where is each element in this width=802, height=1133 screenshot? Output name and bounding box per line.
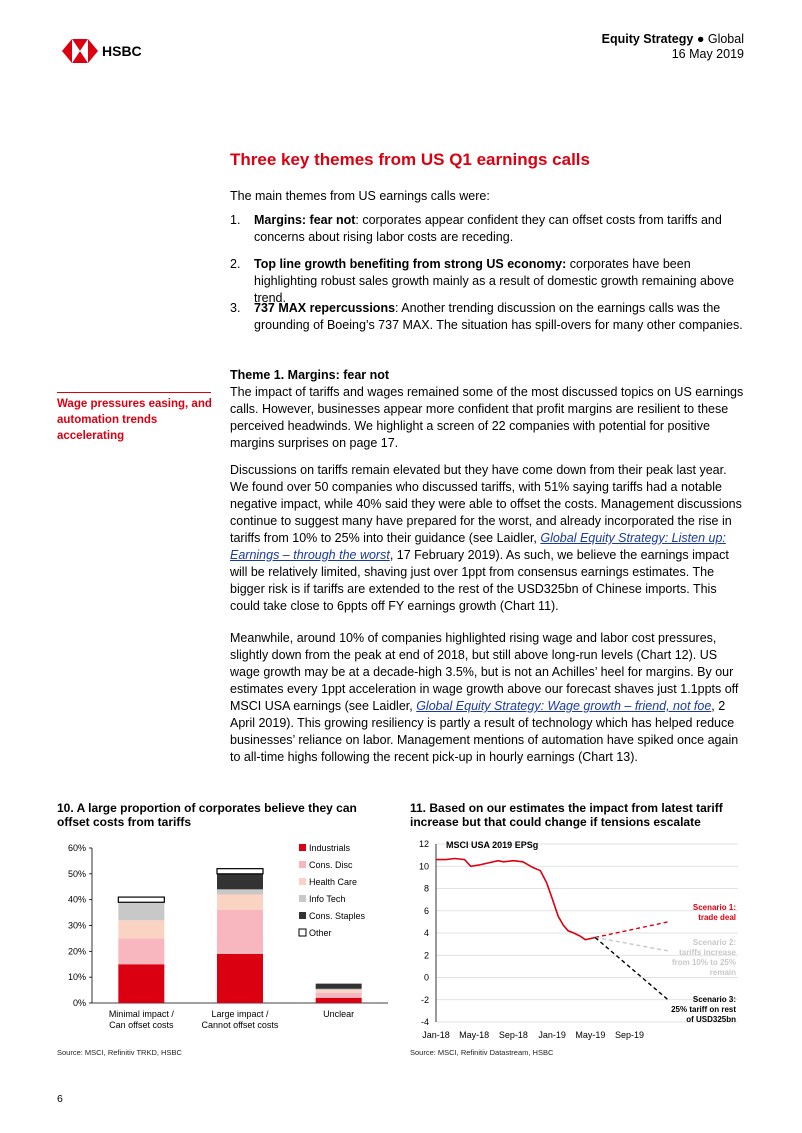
bar-segment: [118, 920, 164, 938]
report-link[interactable]: Global Equity Strategy: Listen up: Earnings – through the worst: [230, 531, 726, 562]
report-header: [602, 32, 744, 62]
scenario-label: Scenario 3:: [692, 995, 736, 1004]
bar-segment: [118, 902, 164, 920]
bar-segment: [118, 897, 164, 902]
x-tick-label: Jan-19: [538, 1030, 566, 1040]
x-tick-label: Jan-18: [422, 1030, 450, 1040]
legend-label: Cons. Disc: [309, 860, 353, 870]
report-link[interactable]: Global Equity Strategy: Wage growth – friend, not foe: [416, 699, 712, 713]
x-category-label: Unclear: [323, 1009, 355, 1019]
paragraph-2: [230, 462, 745, 615]
scenario-label: trade deal: [698, 913, 736, 922]
list-bold: 737 MAX repercussions: [254, 301, 396, 315]
legend-swatch: [299, 861, 306, 868]
bar-segment: [217, 954, 263, 1003]
bar-segment: [316, 990, 362, 993]
scenario-line: [595, 937, 668, 950]
bar-segment: [316, 989, 362, 990]
chart10-source: Source: MSCI, Refinitiv TRKD, HSBC: [57, 1048, 182, 1057]
list-text: corporates have been highlighting robust sales growth mainly as a result of domestic growth remaining above trend.: [254, 257, 735, 305]
x-category-label: Minimal impact /: [108, 1009, 174, 1019]
theme-list-item: [230, 212, 750, 246]
paragraph-text: Meanwhile, around 10% of companies highlighted rising wage and labor cost pressures, slightly down from the peak at end of 2018, but still above long-run levels (Chart 12). US wage growth may be at a decade-high 3.5%, but is not an Achilles’ heel for margins. By our estimates every 1ppt acceleration in wage growth above our forecast shaves just 1.1ppts off MSCI USA earnings (see Laidler,: [230, 631, 739, 713]
scenario-line: [595, 937, 668, 999]
y-tick-label: 8: [423, 883, 429, 894]
bar-segment: [217, 889, 263, 894]
y-tick-label: 20%: [67, 946, 86, 957]
y-tick-label: 0: [423, 972, 429, 983]
bar-segment: [316, 993, 362, 998]
y-tick-label: 30%: [67, 920, 86, 931]
chart10-title: 10. A large proportion of corporates believe they can offset costs from tariffs: [57, 801, 357, 829]
y-tick-label: -4: [420, 1017, 429, 1027]
legend-label: Industrials: [309, 843, 351, 853]
paragraph-text: , 2 April 2019). This growing resiliency is partly a result of technology which has helped reduce businesses’ reliance on labor. Management mentions of automation have spiked once again to all-time highs following the recent pick-up in hourly earnings (Chart 13).: [230, 699, 739, 764]
y-tick-label: 12: [418, 839, 429, 849]
x-category-label: Large impact /: [211, 1009, 269, 1019]
series-label: MSCI USA 2019 EPSg: [446, 840, 539, 850]
bar-segment: [217, 869, 263, 874]
scenario-line: [595, 922, 668, 938]
x-tick-label: May-19: [575, 1030, 606, 1040]
eps-line: [436, 859, 595, 940]
list-text: : corporates appear confident they can offset costs from tariffs and concerns about rising labor costs are receding.: [254, 213, 722, 244]
paragraph-text: , 17 February 2019). As such, we believe the earnings impact will be relatively limited, shaving just over 1ppt from consensus earnings estimates. The bigger risk is if tariffs are extended to the rest of the USD325bn of Chinese imports. This could take close to 6ppts off FY earnings growth (Chart 11).: [230, 548, 729, 613]
y-tick-label: 40%: [67, 894, 86, 905]
legend-label: Other: [309, 928, 332, 938]
bullet-separator: ●: [696, 32, 705, 46]
y-tick-label: 10: [418, 861, 429, 872]
y-tick-label: 0%: [72, 998, 86, 1008]
side-note-rule: [57, 392, 211, 393]
scenario-label: of USD325bn: [686, 1015, 736, 1024]
header-date: 16 May 2019: [671, 47, 744, 61]
side-note: Wage pressures easing, and automation trends accelerating: [57, 398, 212, 442]
theme1-title: Theme 1. Margins: fear not: [230, 368, 390, 382]
y-tick-label: 4: [423, 928, 429, 938]
y-tick-label: 60%: [67, 843, 86, 853]
list-number: 2.: [230, 257, 241, 271]
scenario-label: remain: [709, 968, 736, 977]
legend-swatch: [299, 912, 306, 919]
x-category-label: Cannot offset costs: [201, 1020, 279, 1030]
section-title: Three key themes from US Q1 earnings calls: [230, 150, 590, 169]
y-tick-label: 2: [423, 950, 429, 961]
legend-swatch: [299, 895, 306, 902]
legend-label: Health Care: [309, 877, 358, 887]
legend-swatch: [299, 929, 306, 936]
list-bold: Top line growth benefiting from strong US economy:: [254, 257, 567, 271]
bar-segment: [118, 964, 164, 1003]
bar-segment: [217, 910, 263, 954]
paragraph-text: Discussions on tariffs remain elevated but they have come down from their peak last year. We found over 50 companies who discussed tariffs, with 51% saying tariffs had a notable negative impact, while 40% said they were able to offset the costs. Management discussions continue to suggest many have prepared for the worst, and already incorporated the rise in tariffs from 10% to 25% into their guidance (see Laidler,: [230, 463, 742, 545]
legend-label: Cons. Staples: [309, 911, 366, 921]
scenario-label: 25% tariff on rest: [671, 1005, 736, 1014]
bar-segment: [316, 984, 362, 989]
paragraph-3: [230, 630, 745, 766]
hsbc-logo: [60, 36, 160, 66]
scenario-label: Scenario 2:: [692, 938, 736, 947]
chart10-stacked-bar: [55, 836, 395, 1044]
header-section: Equity Strategy: [601, 32, 694, 46]
bar-segment: [217, 874, 263, 890]
bar-segment: [217, 895, 263, 911]
chart11-source: Source: MSCI, Refinitiv Datastream, HSBC: [410, 1048, 554, 1057]
y-tick-label: 6: [423, 905, 429, 916]
bar-segment: [118, 938, 164, 964]
page-number: 6: [57, 1093, 63, 1105]
bar-segment: [316, 998, 362, 1003]
theme-list-item: [230, 300, 750, 334]
y-tick-label: 10%: [67, 972, 86, 983]
scenario-label: from 10% to 25%: [671, 958, 736, 967]
list-text: : Another trending discussion on the earnings calls was the grounding of Boeing’s 737 MAX. The situation has spill-overs for many other companies.: [254, 301, 743, 332]
x-tick-label: Sep-18: [498, 1030, 528, 1040]
legend-label: Info Tech: [309, 894, 346, 904]
scenario-label: tariffs increase: [679, 948, 736, 957]
header-region: Global: [707, 32, 744, 46]
legend-swatch: [299, 878, 306, 885]
brand-name: HSBC: [102, 43, 142, 59]
x-category-label: Can offset costs: [109, 1020, 174, 1030]
legend-swatch: [299, 844, 306, 851]
x-tick-label: Sep-19: [614, 1030, 645, 1040]
x-tick-label: May-18: [459, 1030, 490, 1040]
intro-text: The main themes from US earnings calls were:: [230, 189, 490, 203]
list-number: 1.: [230, 213, 241, 227]
scenario-label: Scenario 1:: [692, 903, 736, 912]
chart11-line-chart: [408, 832, 746, 1044]
y-tick-label: 50%: [67, 868, 86, 879]
chart11-title: 11. Based on our estimates the impact from latest tariff increase but that could change if tensions escalate: [410, 801, 723, 829]
paragraph-1: The impact of tariffs and wages remained some of the most discussed topics on US earnings calls. However, businesses appear more confident that profit margins are resilient to these perceived headwinds. We highlight a screen of 22 companies with potential for positive margins surprises on page 17.: [230, 385, 744, 450]
list-number: 3.: [230, 301, 241, 315]
list-bold: Margins: fear not: [254, 213, 356, 227]
y-tick-label: -2: [420, 994, 429, 1005]
